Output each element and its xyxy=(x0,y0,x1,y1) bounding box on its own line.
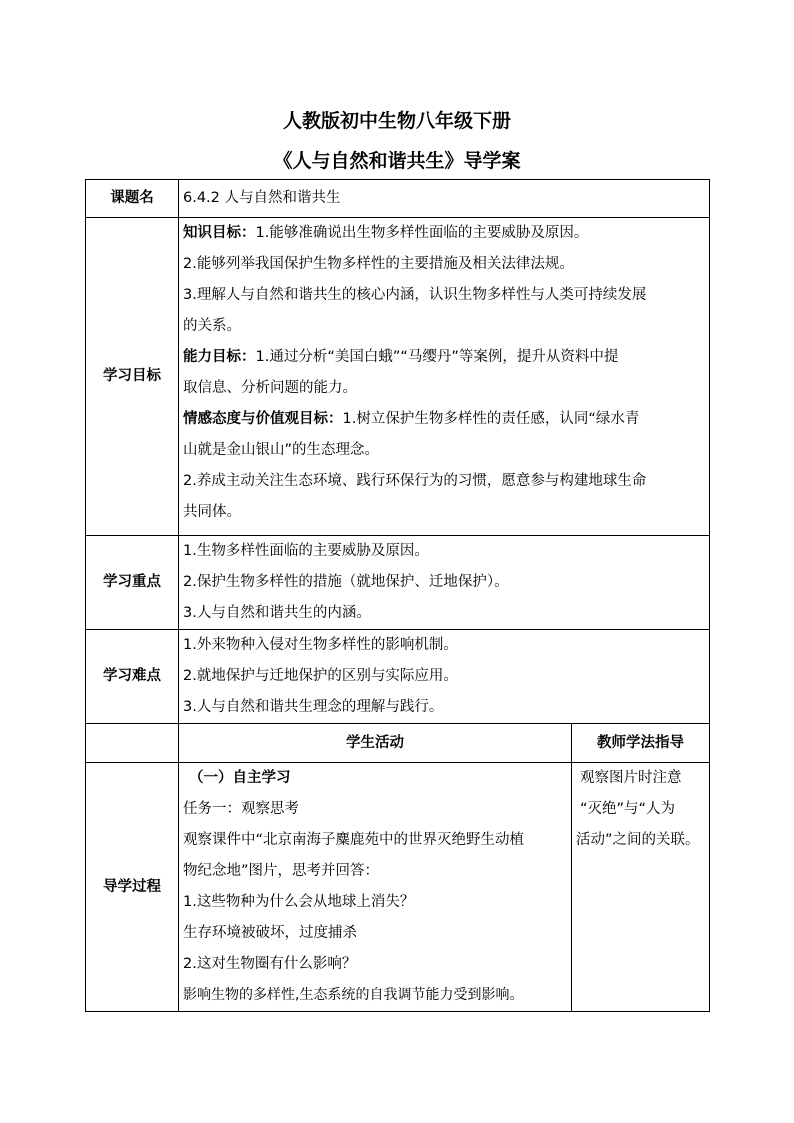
key-points-content xyxy=(179,536,710,630)
difficult-points-content xyxy=(179,630,710,724)
teacher-guidance-content xyxy=(572,763,710,1012)
document-subtitle: 《人与自然和谐共生》导学案 xyxy=(273,150,521,172)
activity-header-row xyxy=(86,724,710,763)
knowledge-goal-1: 知识目标：1.能够准确说出生物多样性面临的主要威胁及原因。 xyxy=(183,225,589,241)
process-row xyxy=(86,763,710,1012)
task-heading: 任务一：观察思考 xyxy=(183,801,299,817)
document-title: 人教版初中生物八年级下册 xyxy=(282,110,511,132)
ability-goal-1: 能力目标：1.通过分析“美国白蛾”“马缨丹”等案例，提升从资料中提 xyxy=(183,349,619,365)
emotion-goal-1-cont: 山就是金山银山”的生态理念。 xyxy=(183,442,380,458)
emotion-goal-2-cont: 共同体。 xyxy=(183,504,241,520)
guidance-line: 观察图片时注意 xyxy=(580,770,682,786)
difficult-point-item: 1.外来物种入侵对生物多样性的影响机制。 xyxy=(183,637,458,653)
question-2: 2.这对生物圈有什么影响？ xyxy=(183,956,357,972)
section-heading: （一）自主学习 xyxy=(189,770,291,786)
teacher-guidance-header: 教师学法指导 xyxy=(572,724,710,763)
answer-1: 生存环境被破坏，过度捕杀 xyxy=(183,925,357,941)
question-1: 1.这些物种为什么会从地球上消失？ xyxy=(183,894,415,910)
task-intro: 观察课件中“北京南海子麋鹿苑中的世界灭绝野生动植 xyxy=(183,832,525,848)
student-activity-content xyxy=(179,763,572,1012)
key-point-item: 2.保护生物多样性的措施（就地保护、迁地保护）。 xyxy=(183,574,509,590)
key-point-item: 1.生物多样性面临的主要威胁及原因。 xyxy=(183,543,429,559)
key-points-row xyxy=(86,536,710,630)
key-point-item: 3.人与自然和谐共生的内涵。 xyxy=(183,605,371,621)
student-activity-header: 学生活动 xyxy=(179,724,572,763)
topic-label: 课题名 xyxy=(86,180,179,218)
emotion-goal-2: 2.养成主动关注生态环境、践行环保行为的习惯，愿意参与构建地球生命 xyxy=(183,473,647,489)
goals-row xyxy=(86,218,710,536)
knowledge-goal-2: 2.能够列举我国保护生物多样性的主要措施及相关法律法规。 xyxy=(183,256,574,272)
knowledge-goal-3: 3.理解人与自然和谐共生的核心内涵，认识生物多样性与人类可持续发展 xyxy=(183,287,647,303)
goals-label: 学习目标 xyxy=(86,218,179,536)
answer-2: 影响生物的多样性,生态系统的自我调节能力受到影响。 xyxy=(183,987,524,1003)
key-points-label: 学习重点 xyxy=(86,536,179,630)
process-label: 导学过程 xyxy=(86,763,179,1012)
difficult-point-item: 3.人与自然和谐共生理念的理解与践行。 xyxy=(183,699,444,715)
task-intro-cont: 物纪念地”图片，思考并回答： xyxy=(183,863,380,879)
knowledge-goal-3-cont: 的关系。 xyxy=(183,318,241,334)
ability-goal-1-cont: 取信息、分析问题的能力。 xyxy=(183,380,357,396)
guidance-line: 活动”之间的关联。 xyxy=(576,832,700,848)
empty-header-cell xyxy=(86,724,179,763)
difficult-points-row xyxy=(86,630,710,724)
goals-content xyxy=(179,218,710,536)
topic-row xyxy=(86,180,710,218)
study-plan-table xyxy=(85,179,710,1012)
topic-value: 6.4.2 人与自然和谐共生 xyxy=(179,180,710,218)
difficult-point-item: 2.就地保护与迁地保护的区别与实际应用。 xyxy=(183,668,458,684)
guidance-line: “灭绝”与“人为 xyxy=(580,801,676,817)
difficult-points-label: 学习难点 xyxy=(86,630,179,724)
emotion-goal-1: 情感态度与价值观目标：1.树立保护生物多样性的责任感，认同“绿水青 xyxy=(183,411,640,427)
